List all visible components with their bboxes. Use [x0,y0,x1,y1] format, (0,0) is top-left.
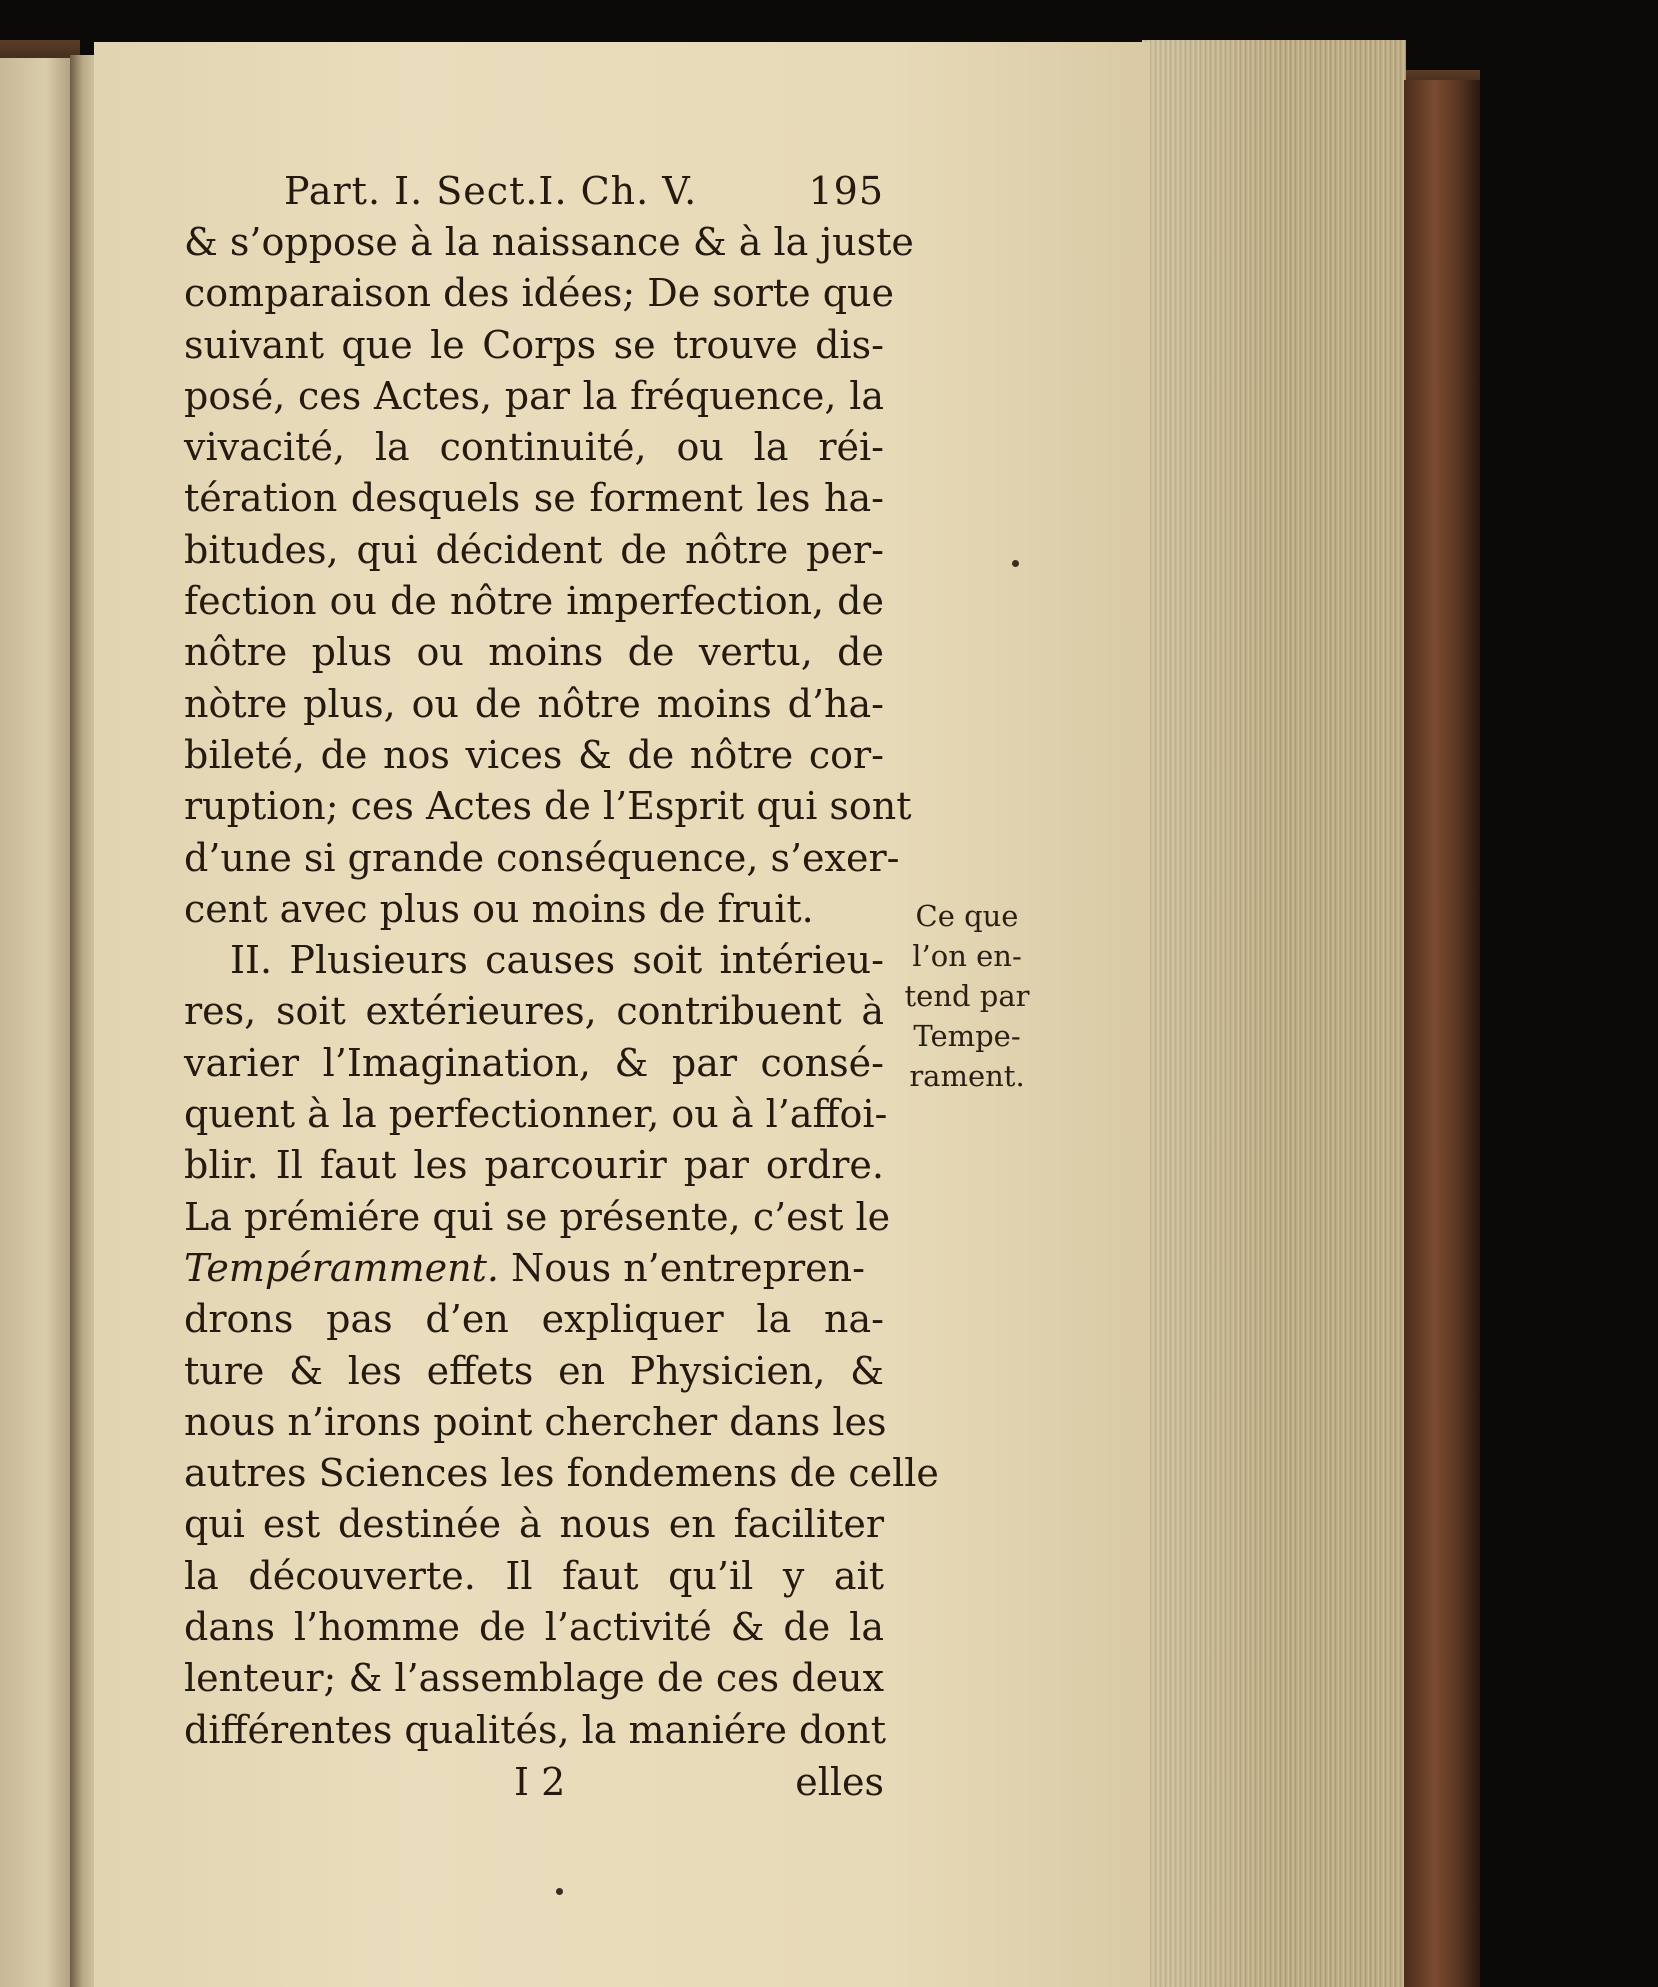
text-line: vivacité, la continuité, ou la réi- [184,425,884,470]
text-column [184,165,939,1808]
text-line: comparaison des idées; De sorte que [184,271,895,316]
facing-page [0,58,76,1987]
text-line: bileté, de nos vices & de nôtre cor- [184,732,884,777]
text-line: nôtre plus ou moins de vertu, de [184,630,884,675]
text-line: autres Sciences les fondemens de celle [184,1451,939,1496]
paragraph-end-line: cent avec plus ou moins de fruit. [184,886,814,931]
text-line: drons pas d’en expliquer la na- [184,1297,884,1342]
text-line: tération desquels se forment les ha- [184,476,884,521]
marginal-note-line: Ce que [915,899,1019,933]
text-line: qui est destinée à nous en faciliter [184,1502,884,1547]
text-line-italic-term [184,1243,884,1294]
text-line: blir. Il faut les parcourir par ordre. [184,1143,884,1188]
page-block-highlight [1142,40,1282,1987]
text-line: dans l’homme de l’activité & de la [184,1605,884,1650]
text-line: La prémiére qui se présente, c’est le [184,1194,891,1239]
text-line: ruption; ces Actes de l’Esprit qui sont [184,784,912,829]
paragraph-start-line: II. Plusieurs causes soit intérieu- [230,938,884,983]
marginal-note-line: l’on en- [912,939,1022,973]
leather-cover-edge [1404,80,1480,1987]
marginal-note-line: Tempe- [913,1019,1021,1053]
page-number: 195 [808,169,884,213]
catchword: elles [795,1759,884,1804]
text-line: nous n’irons point chercher dans les [184,1399,887,1444]
running-head: Part. I. Sect.I. Ch. V. [284,169,698,213]
text-line: & s’oppose à la naissance & à la juste [184,220,914,264]
text-line: fection ou de nôtre imperfection, de [184,579,884,624]
text-line: posé, ces Actes, par la fréquence, la [184,373,884,418]
text-line: différentes qualités, la maniére dont [184,1707,886,1752]
text-line: d’une si grande conséquence, s’exer- [184,835,900,880]
page-footer [184,1756,884,1808]
marginal-note-line: rament. [909,1059,1025,1093]
text-line: la découverte. Il faut qu’il y ait [184,1553,884,1598]
marginal-note-line: tend par [904,979,1030,1013]
text-line: bitudes, qui décident de nôtre per- [184,527,884,572]
text-line: suivant que le Corps se trouve dis- [184,322,884,367]
signature-mark: I 2 [514,1759,566,1804]
line-remainder: Nous n’entrepren- [498,1245,865,1290]
paper-spot [1012,560,1019,567]
text-line: varier l’Imagination, & par consé- [184,1040,884,1085]
text-line: quent à la perfectionner, ou à l’affoi- [184,1092,888,1137]
italic-term: Tempéramment. [184,1245,499,1290]
paper-spot [556,1888,563,1895]
text-line: lenteur; & l’assemblage de ces deux [184,1656,884,1701]
marginal-note [892,896,1042,1096]
text-line: nòtre plus, ou de nôtre moins d’ha- [184,681,884,726]
page-header [184,165,884,217]
text-line: res, soit extérieures, contribuent à [184,989,884,1034]
text-line: ture & les effets en Physicien, & [184,1348,884,1393]
